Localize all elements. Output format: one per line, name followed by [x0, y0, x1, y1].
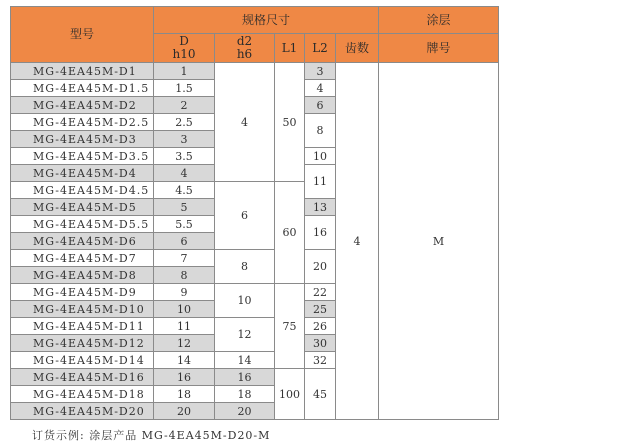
header-D-label: D: [179, 34, 189, 48]
L2-cell: 16: [305, 216, 336, 250]
d2-cell: 10: [215, 284, 275, 318]
D-cell: 5: [154, 199, 215, 216]
d2-cell: 8: [215, 250, 275, 284]
D-cell: 18: [154, 386, 215, 403]
D-cell: 2: [154, 97, 215, 114]
d2-cell: 18: [215, 386, 275, 403]
D-cell: 10: [154, 301, 215, 318]
D-cell: 6: [154, 233, 215, 250]
model-cell: MG-4EA45M-D16: [11, 369, 154, 386]
grade-cell: M: [379, 63, 499, 420]
L2-cell: 13: [305, 199, 336, 216]
L2-cell: 26: [305, 318, 336, 335]
L2-cell: 11: [305, 165, 336, 199]
header-grade: 牌号: [379, 34, 499, 63]
D-cell: 4: [154, 165, 215, 182]
D-cell: 2.5: [154, 114, 215, 131]
model-cell: MG-4EA45M-D1: [11, 63, 154, 80]
L2-cell: 4: [305, 80, 336, 97]
header-d2: [215, 34, 275, 63]
model-cell: MG-4EA45M-D5: [11, 199, 154, 216]
D-cell: 5.5: [154, 216, 215, 233]
D-cell: 7: [154, 250, 215, 267]
model-cell: MG-4EA45M-D5.5: [11, 216, 154, 233]
header-coating: 涂层: [379, 7, 499, 34]
d2-cell: 12: [215, 318, 275, 352]
model-cell: MG-4EA45M-D11: [11, 318, 154, 335]
D-cell: 12: [154, 335, 215, 352]
L1-cell: 100: [275, 369, 305, 420]
model-cell: MG-4EA45M-D8: [11, 267, 154, 284]
L2-cell: 3: [305, 63, 336, 80]
D-cell: 14: [154, 352, 215, 369]
header-d2-label: d2: [236, 34, 253, 48]
model-cell: MG-4EA45M-D20: [11, 403, 154, 420]
model-cell: MG-4EA45M-D9: [11, 284, 154, 301]
header-spec: 规格尺寸: [154, 7, 379, 34]
model-cell: MG-4EA45M-D14: [11, 352, 154, 369]
model-cell: MG-4EA45M-D2: [11, 97, 154, 114]
model-cell: MG-4EA45M-D12: [11, 335, 154, 352]
header-L2: L2: [305, 34, 336, 63]
D-cell: 20: [154, 403, 215, 420]
order-example: 订货示例: 涂层产品 MG-4EA45M-D20-M: [32, 429, 271, 442]
D-cell: 1: [154, 63, 215, 80]
L2-cell: 30: [305, 335, 336, 352]
model-cell: MG-4EA45M-D18: [11, 386, 154, 403]
model-cell: MG-4EA45M-D6: [11, 233, 154, 250]
teeth-cell: 4: [336, 63, 379, 420]
model-cell: MG-4EA45M-D4.5: [11, 182, 154, 199]
D-cell: 11: [154, 318, 215, 335]
L2-cell: 8: [305, 114, 336, 148]
model-cell: MG-4EA45M-D10: [11, 301, 154, 318]
header-model: 型号: [11, 7, 154, 63]
header-teeth: 齿数: [336, 34, 379, 63]
model-cell: MG-4EA45M-D4: [11, 165, 154, 182]
D-cell: 8: [154, 267, 215, 284]
header-L1: L1: [275, 34, 305, 63]
d2-cell: 6: [215, 182, 275, 250]
L2-cell: 6: [305, 97, 336, 114]
D-cell: 4.5: [154, 182, 215, 199]
model-cell: MG-4EA45M-D3.5: [11, 148, 154, 165]
d2-cell: 14: [215, 352, 275, 369]
L1-cell: 50: [275, 63, 305, 182]
spec-table: [10, 6, 499, 420]
L2-cell: 22: [305, 284, 336, 301]
D-cell: 16: [154, 369, 215, 386]
L2-cell: 20: [305, 250, 336, 284]
model-cell: MG-4EA45M-D7: [11, 250, 154, 267]
D-cell: 9: [154, 284, 215, 301]
D-cell: 1.5: [154, 80, 215, 97]
L2-cell: 10: [305, 148, 336, 165]
header-d2-tolerance: h6: [236, 47, 253, 61]
model-cell: MG-4EA45M-D2.5: [11, 114, 154, 131]
L1-cell: 60: [275, 182, 305, 284]
table-row: [11, 63, 499, 80]
d2-cell: 16: [215, 369, 275, 386]
D-cell: 3.5: [154, 148, 215, 165]
L2-cell: 32: [305, 352, 336, 369]
d2-cell: 20: [215, 403, 275, 420]
model-cell: MG-4EA45M-D1.5: [11, 80, 154, 97]
L2-cell: 45: [305, 369, 336, 420]
d2-cell: 4: [215, 63, 275, 182]
header-D-tolerance: h10: [172, 47, 196, 61]
L1-cell: 75: [275, 284, 305, 369]
model-cell: MG-4EA45M-D3: [11, 131, 154, 148]
header-D: [154, 34, 215, 63]
L2-cell: 25: [305, 301, 336, 318]
D-cell: 3: [154, 131, 215, 148]
